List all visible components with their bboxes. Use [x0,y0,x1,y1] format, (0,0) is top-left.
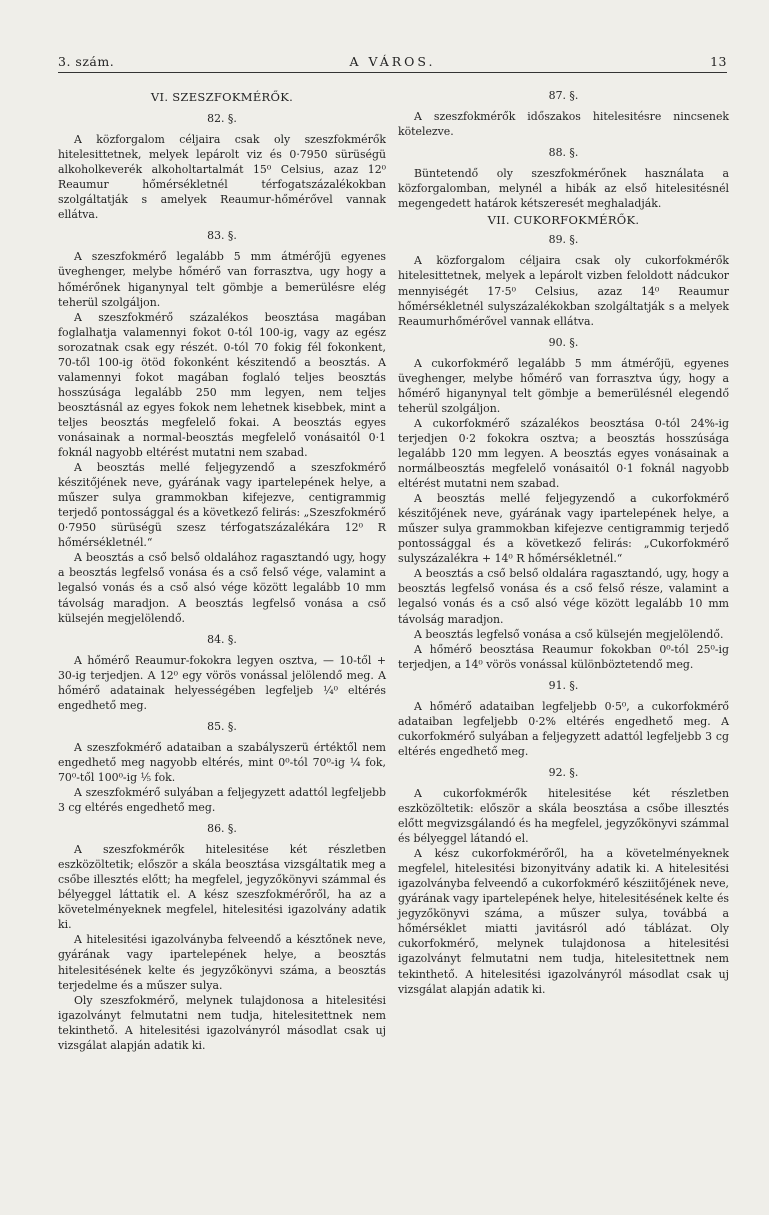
section-paragraph: A szeszfokmérő százalékos beosztása magában foglalhatja valamennyi fokot 0-tól 100-ig, vagy az egész sorozatnak csak egy részét. 0-tól 70 fokig fél fokonkent, 70-től 100-ig ötöd fokonként készitendő a beosztás. A valamennyi fokot magában foglaló teljes beosztás hosszúsága legalább 250 mm legyen, nem teljes beosztásnál az egyes fokok nem lehetnek kisebbek, mint a teljes beosztás megfelelő fokai. A beosztás egyes vonásainak a normal-beosztás megfelelő vonásaitól 0·1 foknál nagyobb eltérést mutatni nem szabad. [58,310,386,460]
section-paragraph: A hitelesitési igazolványba felveendő a késztőnek neve, gyárának vagy ipartelepének helye, a beosztás hitelesitésének kelte és jegyzőkönyvi száma, a beosztás terjedelme és a műszer sulya. [58,933,386,992]
section-paragraph: A szeszfokmérők időszakos hitelesitésre nincsenek kötelezve. [398,110,729,139]
section-paragraph: A hőmérő Reaumur-fokokra legyen osztva, — 10-től + 30-ig terjedjen. A 12⁰ egy vörös vonással jelölendő meg. A hőmérő adatainak helyességében legfeljeb ¼⁰ eltérés engedhető meg. [58,653,386,712]
section-paragraph: A közforgalom céljaira csak oly cukorfokmérők hitelesittetnek, melyek a lepárolt vizben feloldott nádcukor mennyiségét 17·5⁰ Celsius, azaz 14⁰ Reaumur hőmérsékletnél sulyszázalékokban szolgáltatják s a melyek Reaumurhőmérővel vannak ellátva. [398,254,729,328]
page-number: 13 [710,54,727,69]
section-paragraph: A beosztás a cső belső oldalához ragasztandó ugy, hogy a beosztás legfelső vonása és a cső felső vége, valamint a legalsó vonás és a cső alsó vége között legalább 10 mm távolság maradjon. A beosztás legfelső vonása a cső külsején megjelölendő. [58,551,386,625]
section-paragraph: A szeszfokmérő sulyában a feljegyzett adattól legfeljebb 3 cg eltérés engedhető meg. [58,786,386,815]
chapter-title: VII. CUKORFOKMÉRŐK. [487,213,640,228]
section-paragraph: A szeszfokmérő adataiban a szabályszerü értéktől nem engedhető meg nagyobb eltérés, mint 0⁰-tól 70⁰-ig ¼ fok, 70⁰-től 100⁰-ig ⅕ fok. [58,740,386,784]
section-paragraph: A beosztás legfelső vonása a cső külsején megjelölendő. [414,627,724,641]
section-paragraph: A beosztás mellé feljegyzendő a cukorfokmérő készitőjének neve, gyárának vagy ipartelepének helye, a műszer sulya grammokban kifejezve centigrammig terjedő pontossággal és a következő felirás: „Cukorfokmérő sulyszázalékra + 14⁰ R hőmérsékletnél.“ [398,492,729,566]
section-paragraph: Oly szeszfokmérő, melynek tulajdonosa a hitelesitési igazolványt felmutatni nem tudja, hitelesitettnek nem tekinthető. A hitelesitési igazolványról másodlat csak uj vizsgálat alapján adatik ki. [58,993,386,1052]
right-column-top-sections [398,88,729,211]
section-number: 87. §. [548,89,579,102]
section-paragraph: A beosztás a cső belső oldalára ragasztandó, ugy, hogy a beosztás legfelső vonása és a cső felső része, valamint a legalsó vonás és a cső alsó vége között legalább 10 mm távolság maradjon. [398,567,729,626]
section-number: 89. §. [548,233,579,247]
section-number: 83. §. [207,229,237,243]
issue-number: 3. szám. [58,54,115,69]
section-paragraph: A cukorfokmérők hitelesitése két részletben eszközöltetik: először a skála beosztása a csőbe illesztés előtt megvizsgálandó és ha megfelel, jegyzőkönyvi számmal és bélyeggel látandó el. [398,786,729,846]
publication-title: A VÁROS. [349,54,436,69]
header-rule [58,72,727,73]
section-paragraph: A közforgalom céljaira csak oly szeszfokmérők hitelesittetnek, melyek lepárolt viz és 0·7950 sürüségü alkoholkeverék alkoholtartalmát 15⁰ Celsius, azaz 12⁰ Reaumur hőmérsékletnél térfogatszázalékokban szolgáltatják s amelyek Reaumur-hőmérővel vannak ellátva. [58,133,386,222]
section-paragraph: A beosztás mellé feljegyzendő a szeszfokmérő készitőjének neve, gyárának vagy ipartelepének helye, a műszer sulya grammokban kifejezve, centigrammig terjedő pontossággal és a következő felirás: „Szeszfokmérő 0·7950 sürüségü szesz térfogatszázalékára 12⁰ R hőmérsékletnél.“ [58,461,386,550]
section-paragraph: A szeszfokmérők hitelesitése két részletben eszközöltetik; először a skála beosztása vizsgáltatik meg a csőbe illesztés előtt; ha megfelel, jegyzőkönyvi számmal és bélyeggel láttatik el. A kész szeszfokmérőről, ha az a követelményeknek megfelel, hitelesitési igazolvány adatik ki. [58,843,386,932]
section-paragraph: A kész cukorfokmérőről, ha a követelményeknek megfelel, hitelesitési bizonyitvány adatik ki. A hitelesitési igazolványba felveendő a cukorfokmérő késziitőjének neve, gyárának vagy ipartelepének helye, hitelesitésének kelte és jegyzőkönyvi száma, a műszer sulya, továbbá a hőmérséklet miatti javitásról adó táblázat. Oly cukorfokmérő, melynek tulajdonosa a hitelesitési igazolványt felmutatni nem tudja, hitelesitettnek nem tekinthető. A hitelesitési igazolványról másodlat csak uj vizsgálat alapján adatik ki. [398,847,729,996]
section-paragraph: A cukorfokmérő százalékos beosztása 0-tól 24%-ig terjedjen 0·2 fokokra osztva; a beosztás hosszúsága legalább 120 mm legyen. A beosztás egyes vonásainak a normálbeosztás megfelelő vonásaitól 0·1 foknál nagyobb eltérést mutatni nem szabad. [398,416,729,491]
section-number: 91. §. [548,678,579,692]
right-column-sections [398,232,729,996]
section-number: 86. §. [207,822,237,836]
page-header [58,54,727,70]
section-number: 84. §. [207,632,237,646]
left-column [58,88,386,1053]
section-number: 82. §. [207,112,237,126]
section-paragraph: A szeszfokmérő legalább 5 mm átmérőjü egyenes üveghenger, melybe hőmérő van forrasztva, ugy hogy a hőmérőnek higanynyal telt gömbje a bemerülésre elég teherül szolgáljon. [58,250,386,309]
section-paragraph: A hőmérő adataiban legfeljebb 0·5⁰, a cukorfokmérő adataiban legfeljebb 0·2% eltérés engedhető meg. A cukorfokmérő sulyában a feljegyzett adattól legfeljebb 3 cg eltérés engedhető meg. [398,699,729,758]
right-column [398,88,729,997]
section-number: 90. §. [548,335,579,349]
section-paragraph: Büntetendő oly szeszfokmérőnek használata a közforgalomban, melynél a hibák az első hitelesitésnél megengedett határok kétszeresét meghaladják. [398,167,729,211]
section-paragraph: A cukorfokmérő legalább 5 mm átmérőjü, egyenes üveghenger, melybe hőmérő van forrasztva úgy, hogy a hőmérő higanynyal telt gömbje a bemerülésnél elegendő teherül szolgáljon. [398,356,729,415]
section-paragraph: A hőmérő beosztása Reaumur fokokban 0⁰-tól 25⁰-ig terjedjen, a 14⁰ vörös vonással különböztetendő meg. [398,642,729,671]
chapter-title: VI. SZESZFOKMÉRŐK. [150,90,294,104]
section-number: 88. §. [548,146,579,160]
section-number: 85. §. [207,719,237,733]
section-number: 92. §. [548,765,579,779]
